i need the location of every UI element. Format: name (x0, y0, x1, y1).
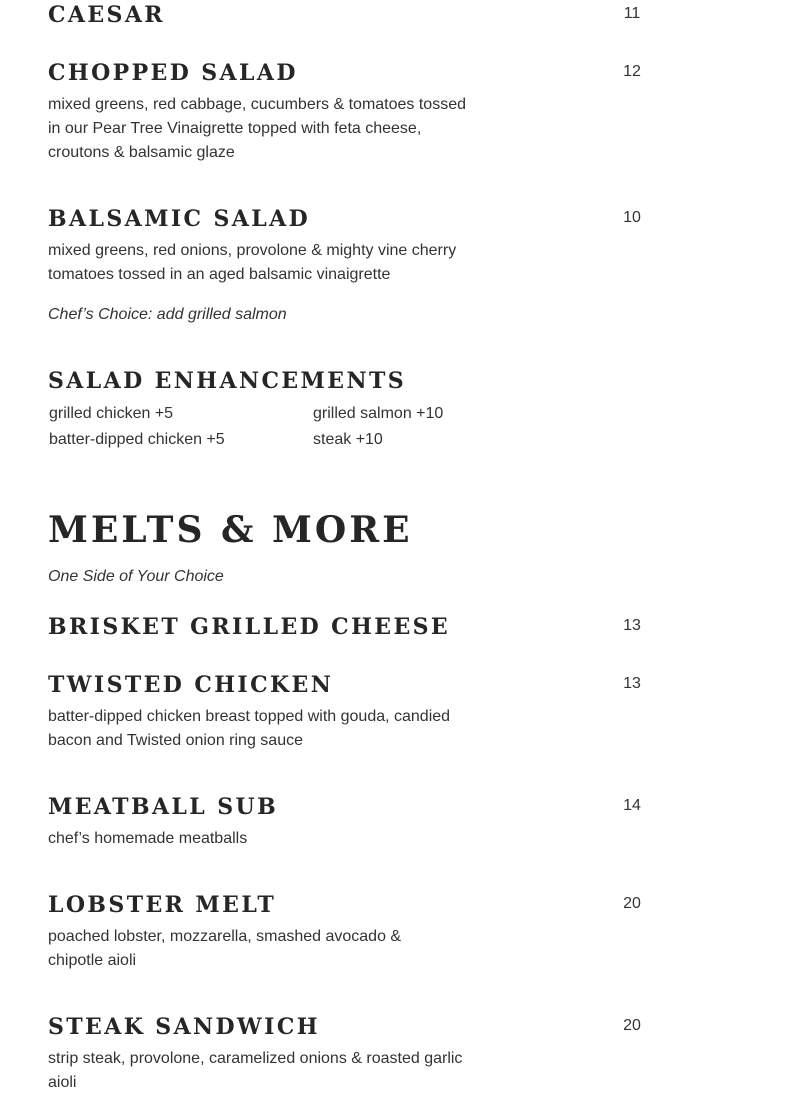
item-title-balsamic-salad: BALSAMIC SALAD (48, 206, 311, 232)
item-price-chopped-salad: 12 (623, 63, 641, 80)
item-desc-chopped-salad: mixed greens, red cabbage, cucumbers & tomatoes tossed in our Pear Tree Vinaigrette topped with feta cheese, croutons & balsamic glaze (48, 96, 466, 161)
item-desc-balsamic-salad: mixed greens, red onions, provolone & mighty vine cherry tomatoes tossed in an aged balsamic vinaigrette (48, 242, 457, 283)
item-price-steak-sandwich: 20 (623, 1017, 641, 1034)
section-title-melts-and-more: MELTS & MORE (48, 509, 413, 551)
item-desc-twisted-chicken: batter-dipped chicken breast topped with gouda, candied bacon and Twisted onion ring sauce (48, 708, 451, 749)
item-title-chopped-salad: CHOPPED SALAD (48, 60, 298, 86)
item-price-meatball-sub: 14 (623, 797, 641, 814)
section-note: One Side of Your Choice (48, 568, 224, 585)
item-title-caesar: CAESAR (48, 2, 165, 28)
item-title-steak-sandwich: STEAK SANDWICH (48, 1014, 320, 1040)
item-price-balsamic-salad: 10 (623, 209, 641, 226)
item-price-twisted-chicken: 13 (623, 675, 641, 692)
item-price-lobster-melt: 20 (623, 895, 641, 912)
item-price-caesar: 11 (623, 5, 641, 22)
enhancement-batter-dipped-chicken: batter-dipped chicken +5 (49, 431, 225, 448)
enhancement-grilled-chicken: grilled chicken +5 (49, 405, 174, 422)
item-title-salad-enhancements: SALAD ENHANCEMENTS (48, 368, 407, 394)
item-title-brisket-grilled-cheese: BRISKET GRILLED CHEESE (48, 614, 451, 640)
item-title-lobster-melt: LOBSTER MELT (48, 892, 277, 918)
item-title-meatball-sub: MEATBALL SUB (48, 794, 279, 820)
item-desc-steak-sandwich: strip steak, provolone, caramelized onions & roasted garlic aioli (48, 1050, 463, 1091)
item-note-balsamic-salad: Chef’s Choice: add grilled salmon (48, 306, 287, 323)
item-desc-lobster-melt: poached lobster, mozzarella, smashed avocado & chipotle aioli (48, 928, 402, 969)
item-title-twisted-chicken: TWISTED CHICKEN (48, 672, 334, 698)
item-desc-meatball-sub: chef’s homemade meatballs (48, 830, 248, 847)
enhancement-grilled-salmon: grilled salmon +10 (313, 405, 444, 422)
item-price-brisket-grilled-cheese: 13 (623, 617, 641, 634)
enhancement-steak: steak +10 (313, 431, 383, 448)
